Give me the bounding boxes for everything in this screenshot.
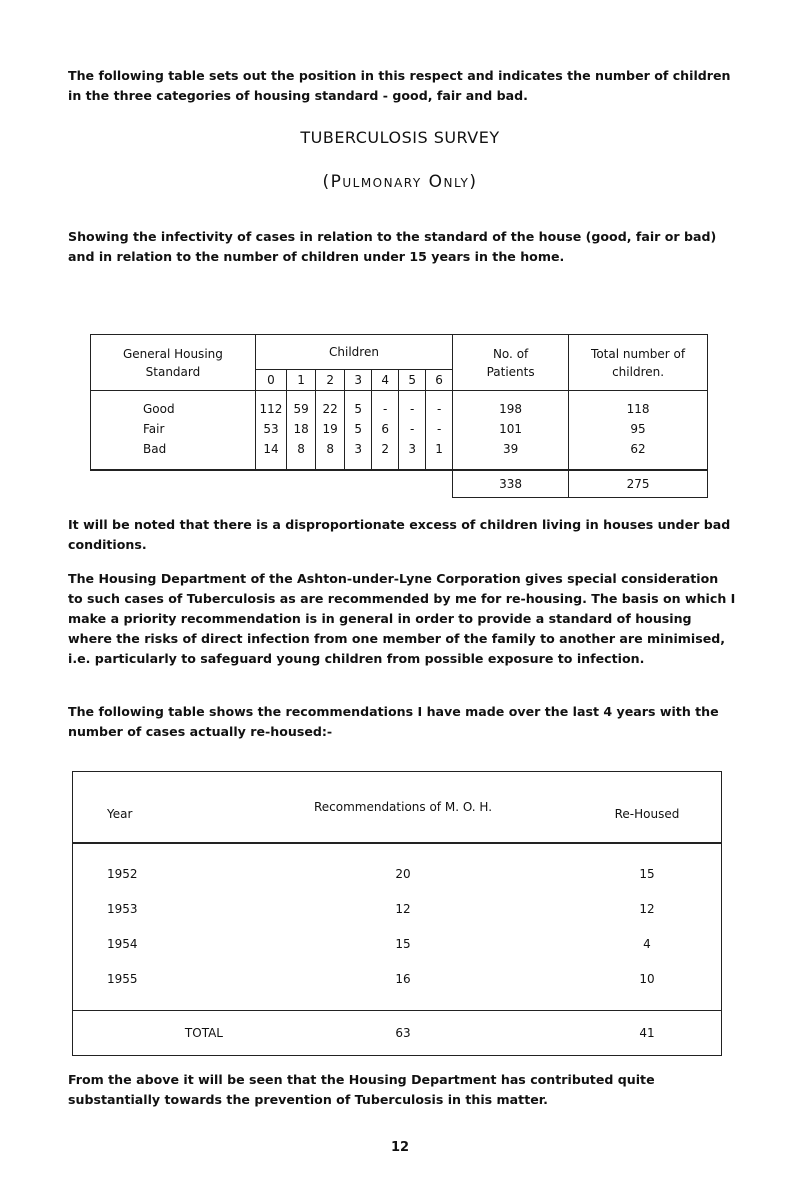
header-child-count: 6 [426, 370, 453, 391]
row-label: Bad [91, 439, 256, 470]
cell: 6 [372, 419, 399, 439]
cell: - [426, 391, 453, 420]
header-child-count: 5 [399, 370, 426, 391]
patients-total: 338 [453, 470, 569, 498]
cell: 18 [287, 419, 316, 439]
cell: 22 [316, 391, 345, 420]
header-rehoused: Re-Housed [573, 772, 722, 844]
recs-cell: 16 [395, 971, 411, 986]
rehousing-table [72, 771, 722, 1056]
cell: - [399, 419, 426, 439]
table-row [73, 891, 722, 926]
description-paragraph: Showing the infectivity of cases in relation to the standard of the house (good, fair or bad) and in relation to the number of children under 15 years in the home. [68, 229, 717, 264]
cell: 5 [345, 419, 372, 439]
patients-cell: 39 [453, 439, 569, 470]
year-cell: 1954 [107, 936, 138, 951]
header-child-count: 1 [287, 370, 316, 391]
cell: - [372, 391, 399, 420]
row-label: Fair [91, 419, 256, 439]
rehoused-cell: 10 [573, 961, 722, 1011]
header-children: Children [255, 335, 452, 370]
total-label: TOTAL [73, 1011, 234, 1056]
year-cell: 1955 [107, 971, 138, 986]
survey-title: TUBERCULOSIS SURVEY [300, 128, 500, 147]
table-row [91, 391, 708, 420]
totals-row [91, 470, 708, 498]
cell: 14 [255, 439, 286, 470]
children-total: 275 [569, 470, 708, 498]
total-cell: 95 [569, 419, 708, 439]
header-total-children: Total number of children. [569, 335, 708, 391]
rehoused-cell: 15 [573, 843, 722, 891]
patients-cell: 101 [453, 419, 569, 439]
recs-cell: 12 [395, 901, 411, 916]
cell: 53 [255, 419, 286, 439]
total-rehoused: 41 [573, 1011, 722, 1056]
header-child-count: 0 [255, 370, 286, 391]
header-child-count: 2 [316, 370, 345, 391]
table-row [73, 926, 722, 961]
recs-cell: 15 [395, 936, 411, 951]
housing-children-table [90, 334, 708, 498]
page-number: 12 [390, 1140, 410, 1155]
header-recommendations: Recommendations of M. O. H. [233, 772, 573, 844]
cell: 8 [316, 439, 345, 470]
year-cell: 1953 [107, 901, 138, 916]
table-row [73, 961, 722, 1011]
cell: - [426, 419, 453, 439]
intro-paragraph: The following table sets out the position in this respect and indicates the number of children in the three categories of housing standard - good, fair and bad. [68, 68, 731, 103]
cell: 3 [345, 439, 372, 470]
cell: 112 [255, 391, 286, 420]
total-recs: 63 [233, 1011, 573, 1056]
total-cell: 118 [569, 391, 708, 420]
patients-cell: 198 [453, 391, 569, 420]
recs-cell: 20 [395, 866, 411, 881]
following-paragraph: The following table shows the recommendations I have made over the last 4 years with the number of cases actually re-housed:- [68, 704, 719, 739]
header-child-count: 4 [372, 370, 399, 391]
cell: 8 [287, 439, 316, 470]
table-row [73, 843, 722, 891]
conclusion-paragraph: From the above it will be seen that the Housing Department has contributed quite substantially towards the prevention of Tuberculosis in this matter. [68, 1072, 655, 1107]
cell: 59 [287, 391, 316, 420]
header-child-count: 3 [345, 370, 372, 391]
cell: - [399, 391, 426, 420]
header-patients: No. of Patients [453, 335, 569, 391]
table-row [91, 419, 708, 439]
rehoused-cell: 12 [573, 891, 722, 926]
excess-paragraph: It will be noted that there is a disproportionate excess of children living in houses under bad conditions. [68, 517, 731, 552]
rehoused-cell: 4 [573, 926, 722, 961]
cell: 19 [316, 419, 345, 439]
row-label: Good [91, 391, 256, 420]
year-cell: 1952 [107, 866, 138, 881]
housing-paragraph: The Housing Department of the Ashton-under-Lyne Corporation gives special consideration to such cases of Tuberculosis as are recommended by me for re-housing. The basis on which I make a priority recommendation is in general in order to provide a standard of housing where the risks of direct infection from one member of the family to another are minimised, i.e. particularly to safeguard young children from possible exposure to infection. [68, 571, 736, 666]
header-year: Year [107, 807, 133, 821]
cell: 2 [372, 439, 399, 470]
survey-subtitle: (Pulmonary Only) [322, 172, 478, 192]
table-row [91, 439, 708, 470]
cell: 3 [399, 439, 426, 470]
total-row [73, 1011, 722, 1056]
header-housing-standard: General Housing Standard [91, 335, 256, 391]
cell: 5 [345, 391, 372, 420]
cell: 1 [426, 439, 453, 470]
total-cell: 62 [569, 439, 708, 470]
